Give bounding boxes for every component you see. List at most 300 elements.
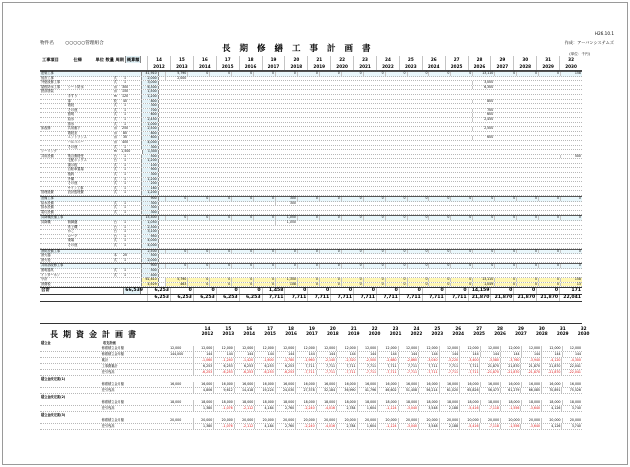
total-year-value: 0: [536, 288, 559, 294]
plan-row-a: 144,000: [170, 352, 184, 356]
plan-year-header-3: [259, 327, 282, 337]
year-value: 0: [494, 264, 516, 268]
item-qty: 1: [123, 233, 127, 238]
plan-year-value: 56,214: [418, 388, 438, 393]
item-qty: 1: [123, 190, 127, 195]
year-value: 0: [472, 197, 494, 201]
item-amount: 600: [141, 113, 158, 117]
item-unit: 式: [113, 181, 117, 186]
year-value: 0: [385, 283, 407, 287]
year-value: 2,000: [165, 77, 187, 81]
item-unit: 台: [113, 158, 117, 163]
plan-year-value: 20,000: [234, 418, 254, 423]
item-amount: 2,300: [141, 226, 158, 230]
item-detail: バルコニー: [67, 139, 84, 144]
year-value: 0: [319, 283, 341, 287]
plan-year-value: -3,400: [459, 358, 479, 363]
cumulative-year-value: 7,711: [422, 295, 445, 301]
year-value: 0: [363, 72, 385, 76]
item-amount: 300: [141, 104, 158, 108]
western-year-header-12: 2024: [422, 63, 445, 70]
item-name: 共用部改修工事: [41, 263, 64, 268]
year-value: 700: [472, 109, 494, 113]
plan-year-value: 12,000: [295, 346, 315, 351]
item-detail: その他: [67, 144, 78, 149]
plan-year-value: -3,040: [418, 358, 438, 363]
item-qty: 1: [123, 220, 127, 224]
plan-year-value: -4,300: [561, 358, 581, 363]
plan-year-western: 2017: [306, 330, 318, 336]
plan-year-value: -1,420: [234, 358, 254, 363]
plan-year-value: -7,118: [479, 424, 499, 429]
plan-row-label: 差引残高: [101, 406, 115, 410]
plan-year-value: 20,000: [459, 418, 479, 423]
year-value: 0: [560, 216, 582, 220]
cumulative-year-value: 7,711: [262, 295, 285, 301]
western-year-header-7: 2019: [307, 63, 330, 70]
plan-year-value: 6,253: [213, 364, 233, 369]
item-name: 仮設工事: [41, 75, 54, 80]
plan-year-header-4: [280, 327, 303, 337]
plan-year-value: 16,000: [439, 382, 459, 387]
western-year-header-5: 2017: [262, 63, 285, 70]
plan-year-value: -2,240: [295, 406, 315, 411]
plan-year-value: 7,711: [418, 364, 438, 369]
total-year-value: 0: [490, 288, 513, 294]
plan-year-header-5: [301, 327, 324, 337]
plan-year-value: -5,416: [459, 406, 479, 411]
plan-year-value: 12,000: [213, 346, 233, 351]
year-value: 0: [187, 72, 209, 76]
plan-year-value: -4,016: [316, 406, 336, 411]
year-value: 0: [297, 250, 319, 254]
plan-year-jp: 30: [538, 326, 545, 331]
plan-year-jp: 20: [329, 326, 336, 331]
plan-year-value: 20,000: [336, 418, 356, 423]
plan-year-value: 20,000: [521, 418, 541, 423]
year-value: 2,450: [472, 118, 494, 122]
doc-company: 作成：アーバンシステムズ: [564, 40, 614, 45]
plan-year-value: -7,118: [479, 406, 499, 411]
plan-year-value: -3,760: [500, 358, 520, 363]
plan-year-value: 16,000: [521, 382, 541, 387]
plan-year-value: 12,000: [275, 346, 295, 351]
item-detail: 制御盤: [67, 220, 78, 224]
western-year-header-4: 2016: [239, 63, 262, 70]
plan-year-value: -7,711: [357, 370, 377, 375]
year-value: 0: [538, 72, 560, 76]
plan-year-value: 144: [439, 352, 459, 357]
year-value: 0: [428, 197, 450, 201]
item-unit: 式: [113, 162, 117, 167]
item-detail: 照明: [67, 112, 75, 117]
year-value: 6,300: [472, 86, 494, 90]
year-value: 1,050: [275, 216, 297, 220]
plan-year-value: 20,000: [357, 418, 377, 423]
year-value: 0: [538, 216, 560, 220]
year-value: 300: [275, 197, 297, 201]
item-qty: 1: [123, 181, 127, 186]
item-unit: 式: [113, 75, 117, 80]
item-name: 小計: [41, 277, 48, 282]
item-unit: 台: [113, 233, 117, 238]
item-detail: 宅配ボックス: [67, 158, 87, 163]
col-header-amount: 概算額: [126, 57, 140, 62]
plan-year-value: -4,016: [316, 424, 336, 429]
year-value: 0: [385, 216, 407, 220]
doc-meta: [565, 29, 614, 47]
total-year-value: 14,159: [468, 288, 491, 294]
plan-year-value: 20,000: [398, 418, 418, 423]
plan-year-value: 18,000: [541, 400, 561, 405]
item-qty: 1: [123, 229, 127, 234]
plan-year-value: -2,112: [234, 406, 254, 411]
total-year-value: 0: [353, 288, 376, 294]
year-value: 0: [319, 216, 341, 220]
plan-year-value: 3,548: [418, 424, 438, 429]
col-header-qty: 数量: [105, 57, 114, 62]
item-detail: シート防水: [67, 84, 84, 89]
item-unit: ㎡: [113, 126, 117, 131]
year-value: 0: [253, 197, 275, 201]
year-value: 0: [253, 216, 275, 220]
plan-year-value: 18,000: [316, 400, 336, 405]
plan-year-header-14: [489, 327, 512, 337]
item-name: 共用設備: [41, 153, 54, 158]
plan-year-value: -3,580: [479, 358, 499, 363]
year-value: 0: [363, 216, 385, 220]
year-value: 463: [165, 283, 187, 287]
plan-year-value: 2,188: [439, 424, 459, 429]
plan-year-value: 12,000: [316, 346, 336, 351]
col-header-detail: 仕様: [73, 57, 82, 62]
year-value: 0: [319, 278, 341, 282]
year-header-13: 27: [445, 56, 468, 63]
plan-year-value: 144: [295, 352, 315, 357]
plan-year-value: -2,320: [336, 358, 356, 363]
year-value: 3,000: [472, 81, 494, 85]
plan-year-value: 144: [541, 352, 561, 357]
year-value: 0: [165, 264, 187, 268]
plan-year-jp: 25: [434, 326, 441, 331]
plan-year-value: 18,000: [398, 400, 418, 405]
year-value: 0: [231, 197, 253, 201]
year-header-12: 26: [422, 56, 445, 63]
plan-year-value: 12,000: [562, 346, 582, 351]
western-year-header-18: 2030: [559, 63, 582, 70]
plan-year-value: 4,126: [541, 406, 561, 411]
item-unit: 式: [113, 190, 117, 195]
plan-row-label: 累計: [101, 358, 109, 362]
item-name: 排水設備: [41, 205, 54, 210]
plan-year-value: 6,253: [234, 364, 254, 369]
year-value: 0: [516, 250, 538, 254]
item-name: 鉄部塗装: [41, 89, 54, 94]
year-value: 0: [560, 264, 582, 268]
year-header-3: 17: [216, 56, 239, 63]
plan-year-jp: 28: [497, 326, 503, 331]
plan-year-value: -1,600: [254, 358, 274, 363]
plan-year-value: 18,000: [295, 400, 315, 405]
item-qty: 1: [123, 267, 127, 272]
item-amount: 200: [141, 182, 158, 186]
plan-year-value: 18,000: [254, 400, 274, 405]
year-value: 0: [363, 197, 385, 201]
page-title: 長期修繕工事計画書: [222, 44, 380, 54]
plan-year-value: 20,000: [295, 418, 315, 423]
item-unit: 式: [113, 267, 117, 272]
total-year-value: 0: [170, 288, 193, 294]
plan-year-value: 21,870: [520, 364, 540, 369]
year-value: 0: [319, 197, 341, 201]
cumulative-year-value: 7,711: [353, 295, 376, 301]
plan-row-label: 修繕積立金月額: [101, 382, 124, 386]
plan-year-value: -1,124: [377, 406, 397, 411]
plan-year-value: 144: [521, 352, 541, 357]
item-unit: 式: [113, 112, 117, 117]
cumulative-year-value: 21,870: [490, 295, 513, 301]
item-name: 給水設備: [41, 200, 54, 205]
plan-year-value: -3,640: [520, 406, 540, 411]
plan-year-value: 12,000: [193, 346, 213, 351]
plan-year-jp: 22: [371, 326, 378, 331]
plan-year-value: 22,041: [561, 364, 581, 369]
plan-year-value: 18,000: [459, 400, 479, 405]
plan-year-value: -1,076: [213, 424, 233, 429]
plan-year-jp: 31: [559, 326, 566, 331]
plan-year-western: 2012: [201, 330, 214, 336]
item-unit: ㎡: [113, 89, 117, 94]
cumulative-year-value: 6,253: [193, 295, 216, 301]
plan-year-value: 144: [398, 352, 418, 357]
item-qty: 1: [123, 200, 127, 205]
plan-year-western: 2020: [368, 330, 381, 336]
plan-year-value: 9,612: [213, 388, 233, 393]
col-header-cycle: 周期: [115, 57, 124, 62]
item-detail: その他: [67, 242, 78, 247]
item-amount: 4,000: [141, 141, 158, 145]
item-detail: 階段: [67, 103, 75, 108]
item-unit: ㎡: [113, 135, 117, 140]
plan-year-value: 12,000: [439, 346, 459, 351]
western-year-header-1: 2013: [170, 63, 193, 70]
year-value: 1,350: [275, 278, 297, 282]
doc-date: H26.10.1: [594, 31, 614, 36]
item-amount: 900: [141, 197, 158, 201]
year-value: 0: [428, 278, 450, 282]
year-value: 0: [187, 283, 209, 287]
plan-year-western: 2027: [515, 330, 527, 336]
cumulative-year-value: 7,711: [399, 295, 422, 301]
year-value: 0: [363, 278, 385, 282]
plan-year-western: 2025: [473, 330, 485, 336]
plan-year-value: 144: [316, 352, 336, 357]
item-name: 昇降機設備工事: [41, 215, 64, 220]
item-qty: 1: [123, 176, 127, 181]
plan-year-value: -6,253: [213, 370, 233, 375]
item-unit: m: [113, 93, 117, 98]
year-value: 600: [472, 113, 494, 117]
year-value: 5,790: [165, 72, 187, 76]
year-value: 0: [253, 72, 275, 76]
item-name: インターホン: [41, 272, 60, 277]
item-unit: 式: [113, 167, 117, 172]
plan-year-value: 12,000: [459, 346, 479, 351]
plan-year-value: 16,000: [295, 382, 315, 387]
funding-plan-body: [40, 340, 582, 430]
item-name: 外壁改修工事: [41, 80, 61, 85]
plan-year-western: 2013: [222, 330, 235, 336]
year-value: 0: [450, 250, 472, 254]
item-qty: 1: [123, 158, 127, 163]
year-value: 600: [472, 136, 494, 140]
item-amount: 600: [141, 136, 158, 140]
year-value: 0: [165, 197, 187, 201]
plan-year-value: -21,870: [479, 370, 499, 375]
plan-year-value: -3,640: [520, 424, 540, 429]
item-unit: 式: [113, 242, 117, 247]
plan-year-value: 3,740: [561, 424, 581, 429]
plan-year-value: -5,416: [459, 424, 479, 429]
year-value: 0: [187, 216, 209, 220]
year-header-2: 16: [193, 56, 216, 63]
year-value: 0: [516, 278, 538, 282]
plan-year-value: 20,000: [541, 418, 561, 423]
item-name: 消火栓: [41, 257, 51, 262]
plan-year-value: 12,000: [377, 346, 397, 351]
year-value: 0: [297, 283, 319, 287]
year-value: 0: [494, 283, 516, 287]
year-value: 0: [560, 197, 582, 201]
item-qty: 1: [123, 238, 127, 243]
plan-year-value: -1,556: [500, 424, 520, 429]
plan-year-value: -2,112: [234, 424, 254, 429]
plan-row: [40, 424, 582, 430]
item-unit: 式: [113, 121, 117, 126]
item-amount: 400: [141, 274, 158, 278]
plan-year-value: 144: [357, 352, 377, 357]
plan-year-jp: 14: [204, 326, 211, 331]
funding-plan-title: 長期資金計画書: [50, 330, 141, 339]
year-value: 0: [363, 264, 385, 268]
year-value: 13: [560, 283, 582, 287]
plan-year-value: -2,140: [316, 358, 336, 363]
plan-year-value: 2,760: [275, 406, 295, 411]
western-year-header-16: 2028: [513, 63, 536, 70]
plan-year-header-6: [321, 327, 344, 337]
plan-year-value: 19,224: [254, 388, 274, 393]
item-qty: 1: [123, 242, 127, 247]
year-header-5: 19: [262, 56, 285, 63]
year-value: 0: [165, 250, 187, 254]
plan-year-value: 144: [500, 352, 520, 357]
item-qty: 20: [122, 253, 128, 258]
plan-row-a: 20,000: [170, 418, 182, 422]
plan-year-value: -21,870: [520, 370, 540, 375]
item-name: 消費税: [41, 281, 51, 286]
plan-year-value: 16,000: [316, 382, 336, 387]
plan-year-value: 12,000: [357, 346, 377, 351]
plan-year-value: 56,473: [479, 388, 499, 393]
year-value: 0: [253, 250, 275, 254]
year-value: 0: [209, 216, 231, 220]
year-value: 0: [450, 264, 472, 268]
item-detail: 巻上機: [67, 224, 78, 229]
plan-year-value: 41,796: [357, 388, 377, 393]
year-value: 0: [407, 278, 429, 282]
plan-year-jp: 29: [518, 326, 524, 331]
plan-year-value: -1,960: [295, 358, 315, 363]
plan-year-value: -6,253: [234, 370, 254, 375]
plan-year-value: 12,000: [254, 346, 274, 351]
plan-year-value: 7,711: [316, 364, 336, 369]
year-value: 0: [341, 72, 363, 76]
year-value: 0: [209, 283, 231, 287]
year-value: 1,050: [275, 221, 297, 225]
year-value: 0: [297, 264, 319, 268]
year-value: 0: [209, 250, 231, 254]
plan-year-value: 2,784: [336, 406, 356, 411]
year-header-9: 23: [353, 56, 376, 63]
plan-year-header-17: [551, 327, 574, 337]
plan-year-value: -7,711: [316, 370, 336, 375]
year-value: 0: [472, 216, 494, 220]
year-value: 0: [319, 250, 341, 254]
cumulative-year-value: 7,711: [330, 295, 353, 301]
total-year-value: 171: [559, 288, 582, 294]
plan-year-value: 20,000: [562, 418, 582, 423]
item-qty: 1: [123, 272, 127, 277]
plan-year-value: 18,000: [439, 400, 459, 405]
plan-year-value: 16,000: [459, 382, 479, 387]
plan-year-value: 16,000: [193, 382, 213, 387]
plan-year-value: -1,240: [213, 358, 233, 363]
item-unit: ㎡: [113, 139, 117, 144]
plan-year-value: 51,408: [398, 388, 418, 393]
item-unit: 式: [113, 107, 117, 112]
item-unit: ㎡: [113, 84, 117, 89]
year-value: 0: [450, 72, 472, 76]
item-detail: エントランス: [67, 135, 87, 140]
plan-year-value: 24,030: [275, 388, 295, 393]
item-amount: 500: [141, 269, 158, 273]
plan-year-value: 7,711: [398, 364, 418, 369]
plan-year-value: 4,184: [254, 406, 274, 411]
item-amount: 900: [141, 168, 158, 172]
year-value: 0: [472, 264, 494, 268]
funding-block-1-title: 積立金 収支計画: [41, 340, 116, 345]
item-qty: 1: [123, 224, 127, 229]
plan-year-western: 2028: [536, 330, 548, 336]
item-unit: 本: [113, 253, 117, 258]
plan-year-western: 2022: [410, 330, 423, 336]
plan-year-value: 66,085: [520, 388, 540, 393]
year-value: 0: [275, 250, 297, 254]
year-value: 2,500: [472, 127, 494, 131]
item-qty: 1: [123, 75, 127, 80]
item-qty: 1: [123, 116, 127, 121]
total-year-value: 0: [307, 288, 330, 294]
item-amount: 950: [141, 235, 158, 239]
item-detail: 共用廊下: [67, 126, 81, 131]
year-header-4: 18: [239, 56, 262, 63]
item-amount: 1,500: [141, 90, 158, 94]
western-year-header-13: 2025: [445, 63, 468, 70]
plan-year-value: -6,253: [193, 370, 213, 375]
plan-year-value: -7,711: [418, 370, 438, 375]
item-amount: 61,610: [141, 278, 158, 282]
plan-year-header-9: [384, 327, 407, 337]
